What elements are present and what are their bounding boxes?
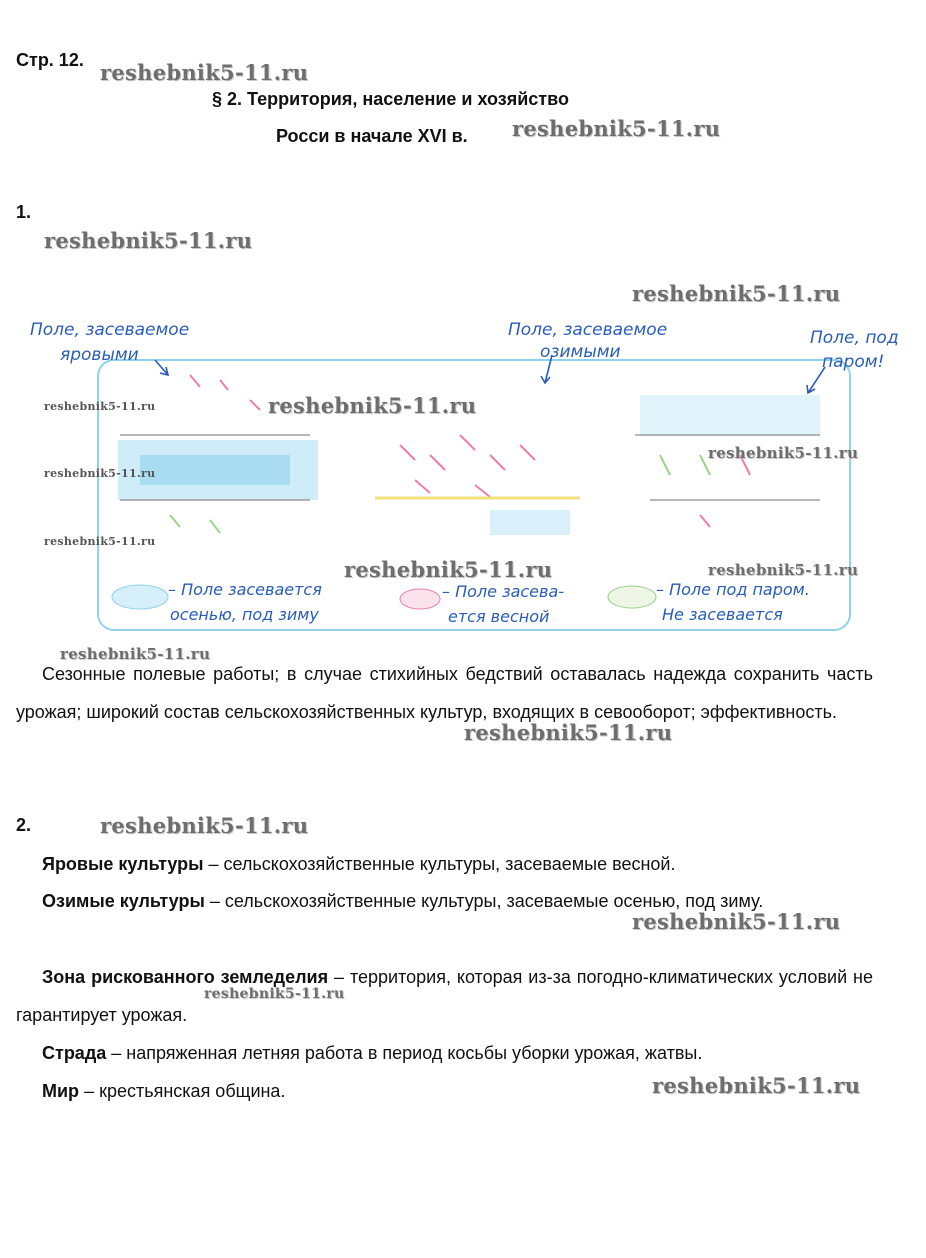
watermark: reshebnik5-11.ru [708,444,859,462]
watermark: reshebnik5-11.ru [204,986,345,1002]
watermark: reshebnik5-11.ru [464,720,673,745]
definition-term: Зона рискованного земледелия [42,967,329,987]
watermark: reshebnik5-11.ru [44,467,156,480]
definition-term: Страда [42,1043,107,1063]
watermark: reshebnik5-11.ru [268,393,477,418]
task-1-answer: Сезонные полевые работы; в случае стихийных бедствий оставалась надежда сохранить часть урожая; широкий состав сельскохозяйственных культур, входящих в севооборот; эффективность. [16,664,873,722]
definition-item [16,845,873,883]
watermark: reshebnik5-11.ru [60,645,211,663]
task-1-number: 1. [16,202,32,222]
definition-item [16,1034,873,1072]
label-fallow: Поле, под паром! [810,328,899,372]
winter-field [375,435,580,535]
definition-text: – сельскохозяйственные культуры, засеваемые осенью, под зиму. [204,891,764,911]
watermark: reshebnik5-11.ru [632,909,841,934]
legend-blue-swatch [112,585,168,609]
section-subtitle: Росси в начале XVI в. [276,126,468,146]
definition-term: Яровые культуры [42,854,204,874]
label-winter: Поле, засеваемое озимыми [508,320,668,362]
definition-text: – сельскохозяйственные культуры, засеваемые весной. [203,854,676,874]
legend-green-swatch [608,586,656,608]
definition-text: – напряженная летняя работа в период косьбы уборки урожая, жатвы. [106,1043,703,1063]
watermark: reshebnik5-11.ru [44,400,156,413]
legend-winter-text: – Поле засевается осенью, под зиму [168,580,322,624]
watermark: reshebnik5-11.ru [708,561,859,579]
watermark: reshebnik5-11.ru [44,228,253,253]
definition-term: Мир [42,1081,80,1101]
watermark: reshebnik5-11.ru [44,535,156,548]
legend-pink-swatch [400,589,440,609]
watermark: reshebnik5-11.ru [652,1073,861,1098]
legend-fallow-text: – Поле под паром. Не засевается [656,580,810,624]
label-spring: Поле, засеваемое яровыми [30,320,190,365]
legend-spring-text: – Поле засева- ется весной [442,582,565,626]
definition-item [16,958,873,1034]
page-number: Стр. 12. [16,50,84,70]
definition-text: – крестьянская община. [79,1081,286,1101]
watermark: reshebnik5-11.ru [632,281,841,306]
watermark: reshebnik5-11.ru [100,813,309,838]
watermark: reshebnik5-11.ru [512,116,721,141]
watermark: reshebnik5-11.ru [100,60,309,85]
definition-term: Озимые культуры [42,891,205,911]
watermark: reshebnik5-11.ru [344,557,553,582]
definition-text: – территория, которая из-за погодно-климатических условий не гарантирует урожая. [16,967,873,1025]
task-2-number: 2. [16,815,32,835]
section-title: § 2. Территория, население и хозяйство [212,89,569,109]
